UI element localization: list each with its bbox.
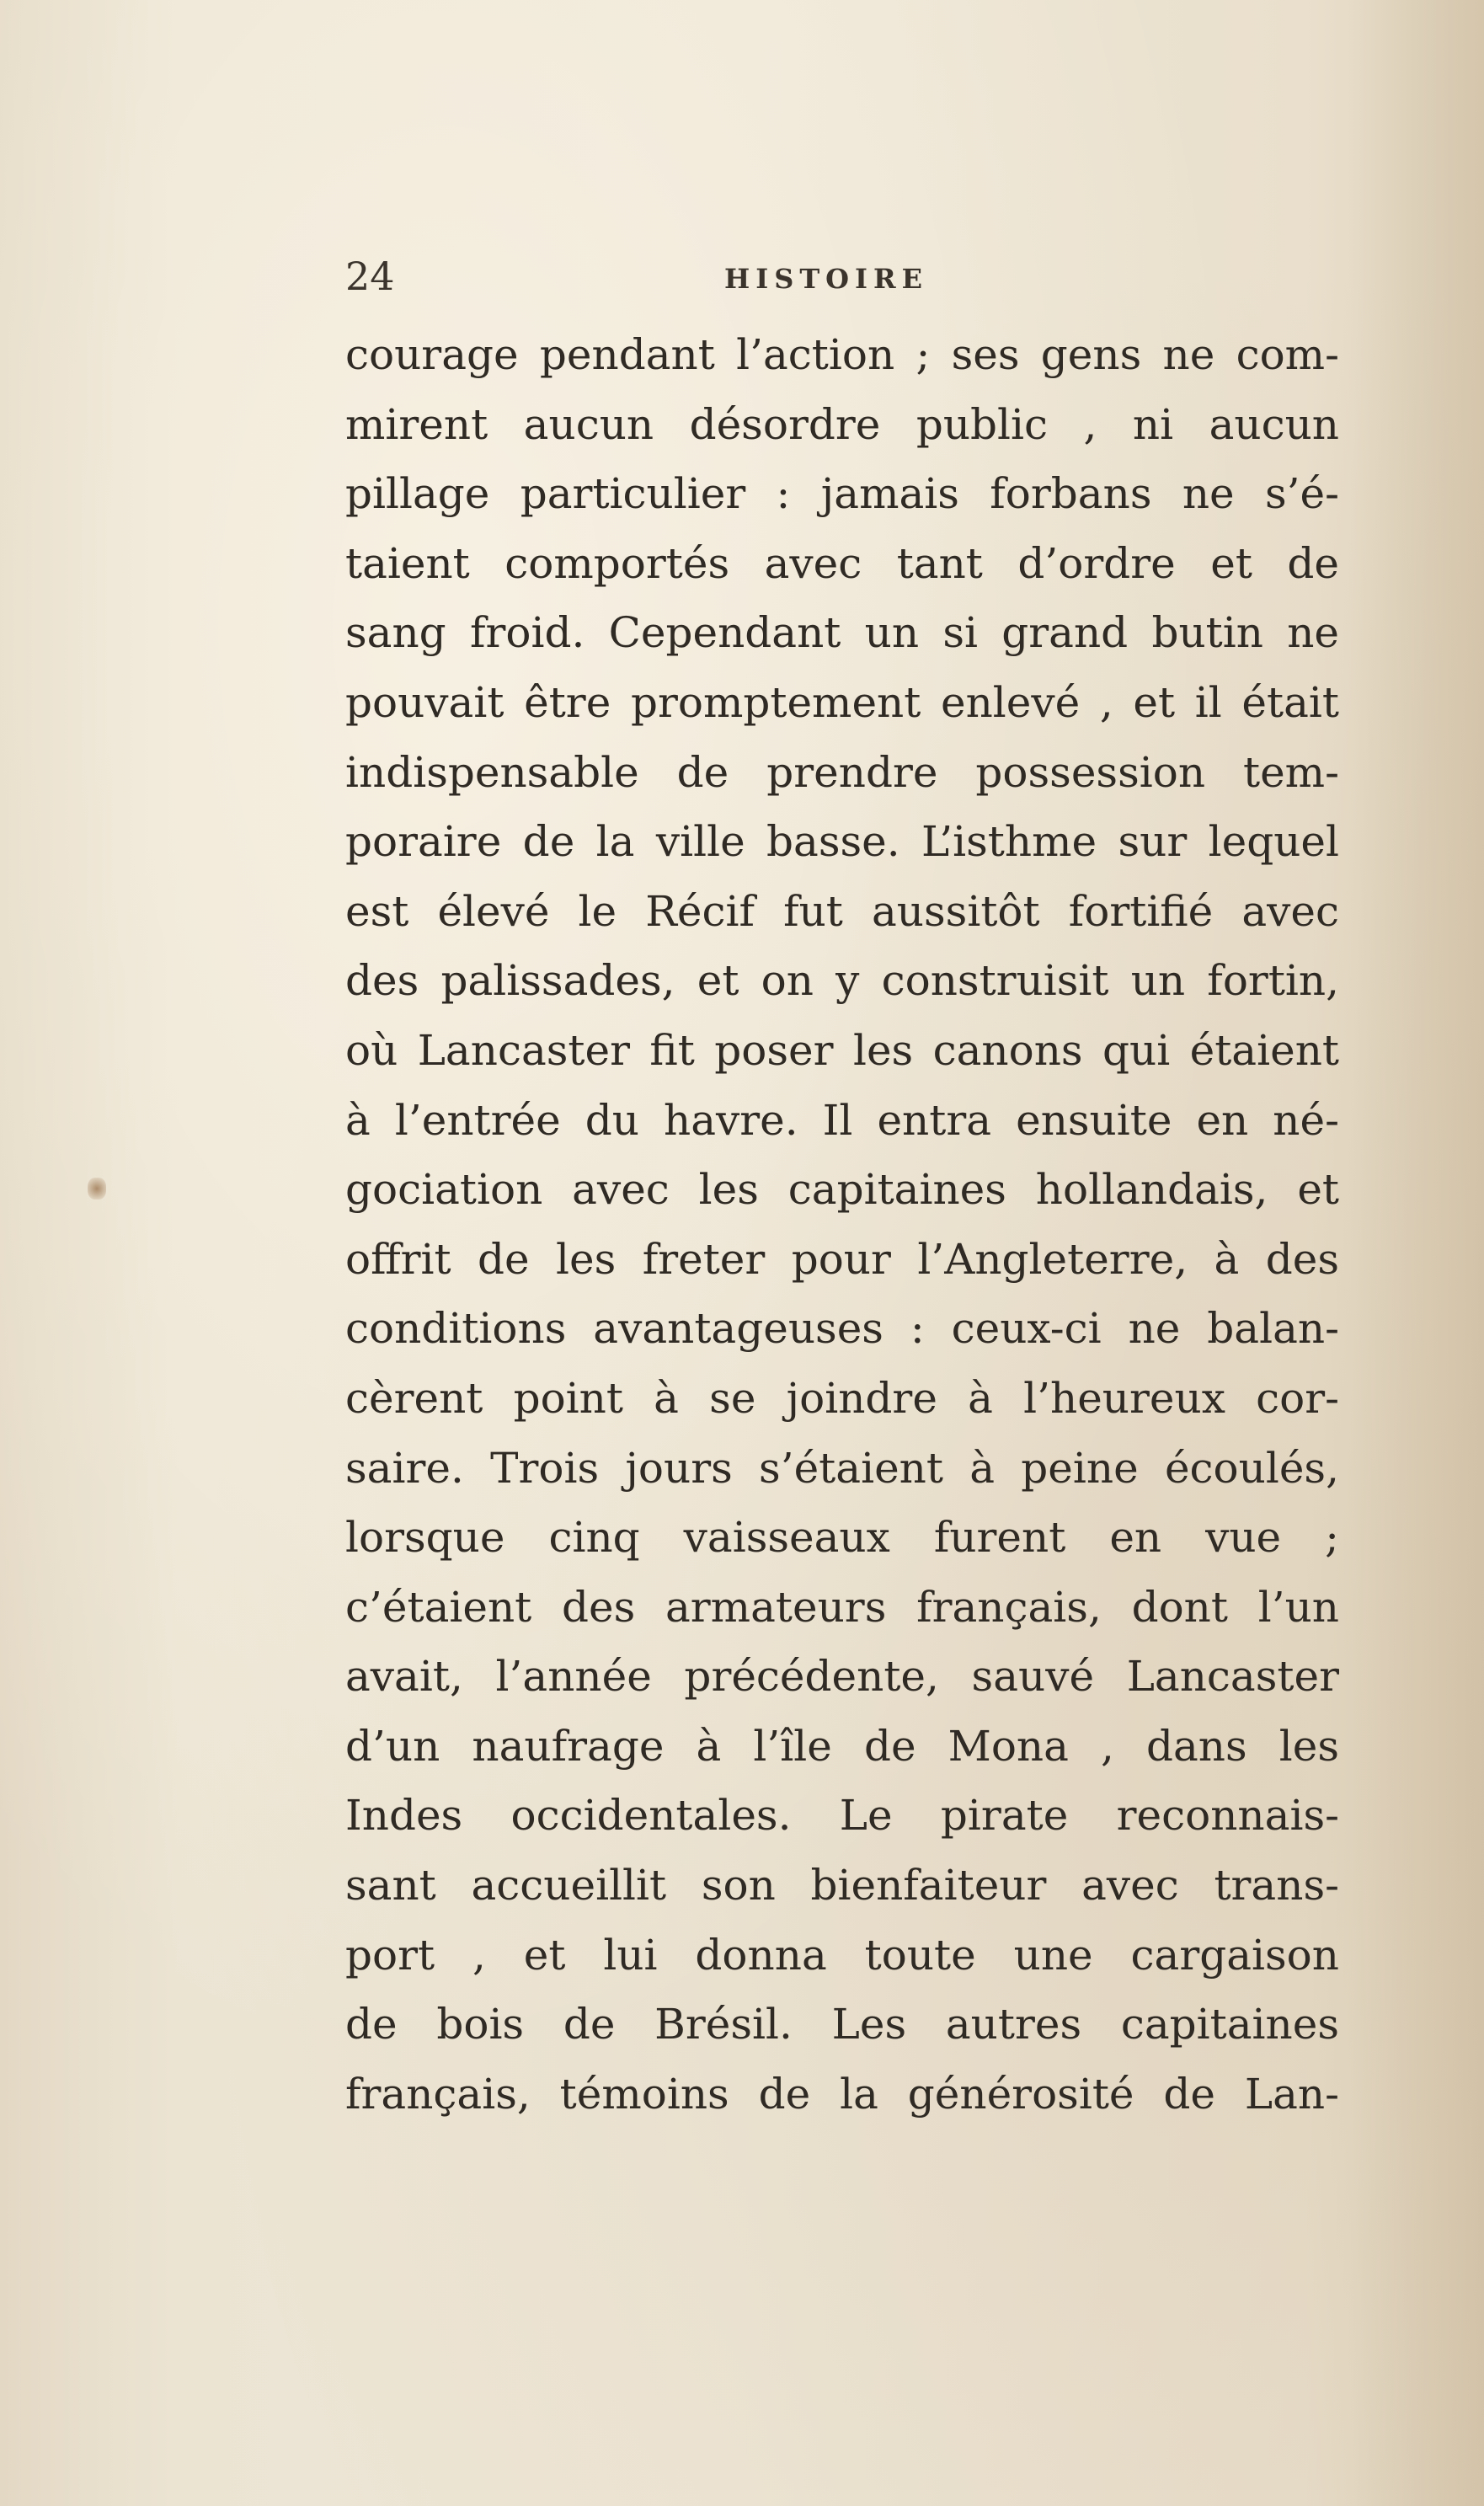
text-line: saire. Trois jours s’étaient à peine écoulés, — [345, 1443, 1339, 1493]
text-line: d’un naufrage à l’île de Mona , dans les — [345, 1721, 1339, 1771]
text-line: pillage particulier : jamais forbans ne s’é- — [345, 469, 1339, 519]
text-line: des palissades, et on y construisit un fortin, — [345, 956, 1339, 1006]
text-line: lorsque cinq vaisseaux furent en vue ; — [345, 1513, 1339, 1563]
ink-stain-mark — [88, 1178, 106, 1200]
body-text — [345, 320, 1339, 2129]
text-line: pouvait être promptement enlevé , et il était — [345, 677, 1339, 727]
text-line: est élevé le Récif fut aussitôt fortifié avec — [345, 886, 1339, 936]
page-header — [345, 251, 1339, 302]
text-line: gociation avec les capitaines hollandais, et — [345, 1165, 1339, 1215]
text-line: Indes occidentales. Le pirate reconnais- — [345, 1791, 1339, 1841]
text-line: français, témoins de la générosité de Lan- — [345, 2069, 1339, 2119]
text-line: c’étaient des armateurs français, dont l’un — [345, 1582, 1339, 1632]
page-number: 24 — [345, 254, 395, 299]
text-line: taient comportés avec tant d’ordre et de — [345, 538, 1339, 588]
text-line: courage pendant l’action ; ses gens ne com- — [345, 330, 1339, 379]
text-line: sant accueillit son bienfaiteur avec trans- — [345, 1861, 1339, 1910]
text-line: port , et lui donna toute une cargaison — [345, 1930, 1339, 1980]
text-line: cèrent point à se joindre à l’heureux cor- — [345, 1373, 1339, 1423]
running-head: HISTOIRE — [724, 263, 928, 295]
text-line: offrit de les freter pour l’Angleterre, à des — [345, 1234, 1339, 1284]
text-line: de bois de Brésil. Les autres capitaines — [345, 2000, 1339, 2049]
text-line: avait, l’année précédente, sauvé Lancaster — [345, 1652, 1339, 1702]
text-line: conditions avantageuses : ceux-ci ne balan- — [345, 1304, 1339, 1354]
text-line: à l’entrée du havre. Il entra ensuite en né- — [345, 1095, 1339, 1145]
text-line: où Lancaster fit poser les canons qui étaient — [345, 1025, 1339, 1075]
text-line: sang froid. Cependant un si grand butin ne — [345, 608, 1339, 658]
text-line: indispensable de prendre possession tem- — [345, 747, 1339, 797]
text-line: poraire de la ville basse. L’isthme sur lequel — [345, 817, 1339, 867]
page-edge-shading — [1349, 0, 1484, 2506]
text-line: mirent aucun désordre public , ni aucun — [345, 399, 1339, 449]
